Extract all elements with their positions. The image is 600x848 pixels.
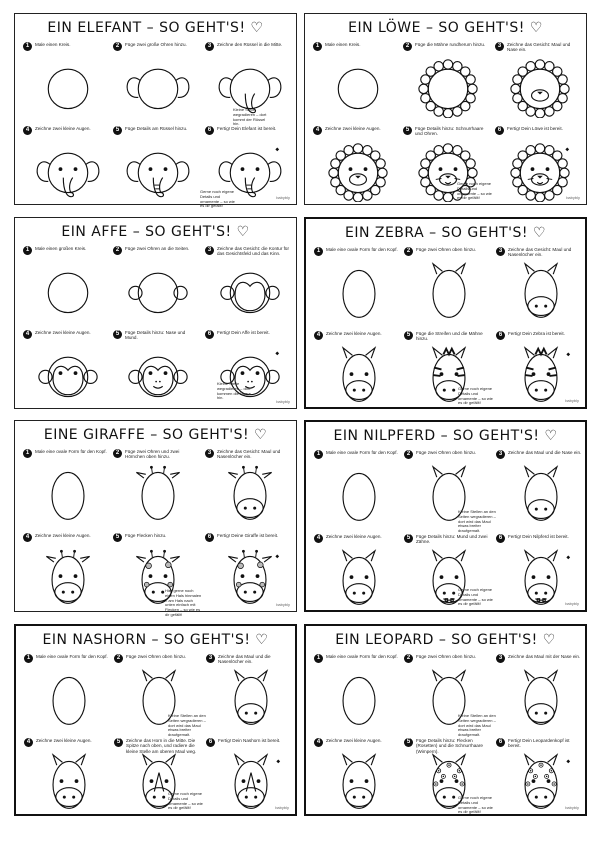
step-number: 2	[114, 654, 123, 663]
card-leopard	[304, 624, 587, 816]
step-3	[495, 42, 583, 122]
card-giraffe	[14, 420, 297, 617]
step-text: Zeichne das Horn in die Mitte. Die Spitze nach oben, und radiere die kleine Stelle am oberen Maul weg.	[126, 738, 197, 754]
step-number: 1	[24, 654, 33, 663]
step-number: 3	[205, 42, 214, 51]
leopard-drawing-step-3	[502, 668, 580, 730]
step-2	[113, 246, 201, 326]
step-2	[403, 42, 491, 122]
card-title: EINE GIRAFFE – SO GEHT'S! ♡	[43, 427, 268, 443]
step-number: 6	[496, 534, 505, 543]
step-text: Füge zwei Ohren oben hinzu.	[126, 654, 187, 659]
step-4	[314, 534, 402, 614]
step-number: 6	[205, 533, 214, 542]
zebra-drawing-step-4	[320, 345, 398, 407]
step-number: 1	[23, 246, 32, 255]
lion-drawing-step-6	[501, 140, 579, 202]
step-number: 5	[114, 738, 123, 747]
hint-note: Kleine Stelle wegradieren – dort kommen die Haare hin.	[217, 381, 251, 401]
step-text: Zeichne das Gesicht: die Kontur für das Gesichtsfeld und das Kinn.	[217, 246, 290, 257]
card-zebra	[304, 217, 587, 409]
step-3	[496, 654, 584, 734]
step-number: 2	[113, 246, 122, 255]
rhino-drawing-step-4	[30, 752, 108, 814]
brand-logo: babybly	[276, 195, 290, 200]
step-number: 4	[313, 126, 322, 135]
step-1	[313, 42, 401, 122]
step-text: Zeichne das Maul und die Nasenlöcher ein.	[218, 654, 271, 665]
step-text: Fertig! Dein Nashorn ist bereit.	[218, 738, 281, 743]
step-number: 3	[206, 654, 215, 663]
hippo-drawing-step-3	[502, 464, 580, 526]
giraffe-drawing-step-4	[29, 547, 107, 609]
step-number: 3	[495, 42, 504, 51]
step-text: Fertig! Dein Elefant ist bereit.	[217, 126, 277, 131]
step-number: 6	[495, 126, 504, 135]
elephant-drawing-step-4	[29, 140, 107, 202]
monkey-drawing-step-5	[119, 344, 197, 406]
hint-note: Gerne noch eigene Details und ornamente – so wie es dir gefällt!	[457, 181, 492, 201]
step-text: Zeichne zwei kleine Augen.	[35, 126, 91, 131]
card-title: EIN LÖWE – SO GEHT'S! ♡	[348, 20, 543, 36]
step-text: Füge die Streifen und die Mähne hinzu.	[416, 331, 483, 342]
step-number: 2	[404, 450, 413, 459]
step-number: 3	[496, 247, 505, 256]
giraffe-drawing-step-6	[211, 547, 289, 609]
step-number: 6	[496, 738, 505, 747]
step-number: 1	[313, 42, 322, 51]
step-text: Zeichne das Gesicht: Maul und Nase ein.	[507, 42, 571, 53]
step-number: 4	[23, 330, 32, 339]
step-number: 5	[113, 126, 122, 135]
step-number: 1	[314, 654, 323, 663]
hint-note: Kleine Stelle wegradieren – dort kommt der Rüssel hin.	[233, 107, 267, 127]
step-number: 1	[23, 449, 32, 458]
step-number: 3	[496, 450, 505, 459]
card-title: EIN ELEFANT – SO GEHT'S! ♡	[47, 20, 264, 36]
step-text: Füge Details am Rüssel hinzu.	[125, 126, 188, 131]
step-text: Füge zwei Ohren an die Seiten.	[125, 246, 190, 251]
step-text: Zeichne zwei kleine Augen.	[35, 533, 91, 538]
giraffe-drawing-step-1	[29, 463, 107, 525]
step-1	[23, 42, 111, 122]
step-number: 5	[404, 738, 413, 747]
step-4	[23, 533, 111, 613]
step-number: 4	[23, 533, 32, 542]
step-number: 4	[23, 126, 32, 135]
hint-note: Gerne noch eigene Details und ornamente – so wie es dir gefällt!	[168, 791, 203, 811]
step-5	[113, 126, 201, 206]
zebra-drawing-step-1	[320, 261, 398, 323]
step-text: Füge Details hinzu: Nase und Mund.	[125, 330, 186, 341]
hint-note: Hier gerne noch einen Hals hinmalen – am Hals nach unten einfach mit Flecken – so wie es dir gefällt!	[165, 588, 202, 617]
giraffe-drawing-step-3	[211, 463, 289, 525]
card-title: EIN NILPFERD – SO GEHT'S! ♡	[333, 428, 558, 444]
brand-logo: babybly	[565, 805, 579, 810]
step-text: Zeichne zwei kleine Augen.	[326, 534, 382, 539]
step-1	[314, 247, 402, 327]
step-text: Zeichne den Rüssel in die Mitte.	[217, 42, 283, 47]
brand-logo: babybly	[276, 602, 290, 607]
step-number: 3	[205, 449, 214, 458]
lion-drawing-step-3	[501, 56, 579, 118]
step-text: Füge Details hinzu: Schnurrhaare und Ohren.	[415, 126, 484, 137]
step-number: 4	[314, 331, 323, 340]
step-number: 4	[314, 738, 323, 747]
elephant-drawing-step-2	[119, 56, 197, 118]
step-text: Fertig! Dein Nilpferd ist bereit.	[508, 534, 569, 539]
step-6	[205, 533, 293, 613]
step-2	[113, 449, 201, 529]
step-number: 6	[206, 738, 215, 747]
leopard-drawing-step-1	[320, 668, 398, 730]
step-2	[113, 42, 201, 122]
step-number: 5	[403, 126, 412, 135]
step-text: Fertig! Deine Giraffe ist bereit.	[217, 533, 279, 538]
step-number: 5	[113, 533, 122, 542]
step-1	[314, 654, 402, 734]
step-4	[314, 331, 402, 411]
step-4	[313, 126, 401, 206]
hint-note: Kleine Stellen an den Seiten wegradieren – dort wird das Maul etwas breiter draufgemalt.	[168, 713, 206, 738]
card-lion	[304, 13, 587, 205]
step-1	[23, 449, 111, 529]
step-text: Füge Flecken hinzu.	[125, 533, 167, 538]
hippo-drawing-step-1	[320, 464, 398, 526]
monkey-drawing-step-4	[29, 344, 107, 406]
step-number: 5	[404, 331, 413, 340]
step-number: 2	[404, 654, 413, 663]
step-text: Fertig! Dein Löwe ist bereit.	[507, 126, 563, 131]
step-text: Füge zwei Ohren und zwei Hörnchen oben hinzu.	[125, 449, 180, 460]
brand-logo: babybly	[275, 805, 289, 810]
step-4	[23, 330, 111, 410]
step-text: Zeichne zwei kleine Augen.	[326, 738, 382, 743]
step-4	[24, 738, 112, 818]
step-text: Füge Details hinzu: Mund und zwei Zähne.	[416, 534, 488, 545]
step-text: Fertig! Dein Affe ist bereit.	[217, 330, 270, 335]
step-text: Füge zwei Ohren oben hinzu.	[416, 247, 477, 252]
hint-note: Gerne noch eigene Details und ornamente – so wie es dir gefällt!	[458, 587, 493, 607]
step-number: 2	[404, 247, 413, 256]
step-text: Male eine ovale Form für den Kopf.	[36, 654, 108, 659]
hint-note: Gerne noch eigene Details und ornamente – so wie es dir gefällt!	[200, 189, 235, 209]
step-number: 2	[113, 42, 122, 51]
step-1	[24, 654, 112, 734]
brand-logo: babybly	[566, 195, 580, 200]
step-1	[23, 246, 111, 326]
lion-drawing-step-1	[319, 56, 397, 118]
card-hippo	[304, 420, 587, 612]
hint-note: Kleine Stellen an den Seiten wegradieren – dort wird das Maul etwas breiter draufgemalt.	[458, 509, 496, 534]
step-1	[314, 450, 402, 530]
brand-logo: babybly	[565, 601, 579, 606]
step-text: Füge zwei Ohren oben hinzu.	[416, 654, 477, 659]
step-number: 6	[496, 331, 505, 340]
step-number: 5	[113, 330, 122, 339]
hippo-drawing-step-4	[320, 548, 398, 610]
monkey-drawing-step-3	[211, 260, 289, 322]
card-elephant	[14, 13, 297, 209]
leopard-drawing-step-4	[320, 752, 398, 814]
card-rhino	[14, 624, 297, 816]
step-4	[23, 126, 111, 206]
step-number: 5	[404, 534, 413, 543]
step-5	[113, 330, 201, 410]
card-title: EIN LEOPARD – SO GEHT'S! ♡	[335, 632, 556, 648]
step-text: Füge Details hinzu: Flecken (Rosetten) und die Schnurrhaare (Wimpern).	[416, 738, 483, 754]
step-text: Zeichne zwei kleine Augen.	[326, 331, 382, 336]
step-number: 6	[205, 126, 214, 135]
brand-logo: babybly	[276, 399, 290, 404]
step-number: 1	[23, 42, 32, 51]
step-number: 2	[113, 449, 122, 458]
hint-note: Kleine Stellen an den Seiten wegradieren – dort wird das Maul etwas breiter draufgemalt.	[458, 713, 496, 738]
zebra-drawing-step-3	[502, 261, 580, 323]
card-title: EIN NASHORN – SO GEHT'S! ♡	[42, 632, 269, 648]
step-3	[205, 246, 293, 326]
step-text: Male einen großen Kreis.	[35, 246, 87, 251]
card-title: EIN AFFE – SO GEHT'S! ♡	[61, 224, 250, 240]
monkey-drawing-step-1	[29, 260, 107, 322]
step-text: Füge zwei Ohren oben hinzu.	[416, 450, 477, 455]
brand-logo: babybly	[565, 398, 579, 403]
giraffe-drawing-step-2	[119, 463, 197, 525]
step-text: Zeichne das Gesicht: Maul und Nasenlöcher ein.	[508, 247, 572, 258]
step-3	[496, 450, 584, 530]
zebra-drawing-step-2	[410, 261, 488, 323]
step-text: Male einen Kreis.	[35, 42, 71, 47]
hint-note: Gerne noch eigene Details und ornamente – so wie es dir gefällt!	[458, 386, 493, 406]
rhino-drawing-step-1	[30, 668, 108, 730]
step-3	[206, 654, 294, 734]
step-number: 3	[496, 654, 505, 663]
hint-note: Gerne noch eigene Details und ornamente – so wie es dir gefällt!	[458, 795, 493, 815]
step-4	[314, 738, 402, 818]
step-text: Male einen Kreis.	[325, 42, 361, 47]
elephant-drawing-step-1	[29, 56, 107, 118]
step-number: 1	[314, 247, 323, 256]
step-text: Fertig! Dein Leopardenkopf ist bereit.	[508, 738, 570, 749]
step-text: Male eine ovale Form für den Kopf.	[326, 654, 398, 659]
step-number: 6	[205, 330, 214, 339]
step-text: Male eine ovale Form für den Kopf.	[326, 450, 398, 455]
step-2	[404, 247, 492, 327]
step-text: Fertig! Dein Zebra ist bereit.	[508, 331, 565, 336]
step-text: Füge zwei große Ohren hinzu.	[125, 42, 187, 47]
step-text: Zeichne das Maul und die Nase ein.	[508, 450, 582, 455]
step-text: Male eine ovale Form für den Kopf.	[35, 449, 107, 454]
elephant-drawing-step-5	[119, 140, 197, 202]
step-text: Zeichne das Maul mit der Nase ein.	[508, 654, 581, 659]
step-number: 4	[24, 738, 33, 747]
step-3	[205, 449, 293, 529]
step-number: 4	[314, 534, 323, 543]
step-text: Füge die Mähne rundherum hinzu.	[415, 42, 486, 47]
step-text: Zeichne zwei kleine Augen.	[325, 126, 381, 131]
step-6	[495, 126, 583, 206]
card-title: EIN ZEBRA – SO GEHT'S! ♡	[344, 225, 547, 241]
step-text: Male eine ovale Form für den Kopf.	[326, 247, 398, 252]
step-number: 1	[314, 450, 323, 459]
step-text: Zeichne zwei kleine Augen.	[36, 738, 92, 743]
rhino-drawing-step-3	[212, 668, 290, 730]
step-text: Zeichne zwei kleine Augen.	[35, 330, 91, 335]
step-text: Zeichne das Gesicht: Maul und Nasenlöcher ein.	[217, 449, 281, 460]
step-3	[496, 247, 584, 327]
monkey-drawing-step-2	[119, 260, 197, 322]
step-number: 3	[205, 246, 214, 255]
card-monkey	[14, 217, 297, 409]
step-number: 2	[403, 42, 412, 51]
lion-drawing-step-4	[319, 140, 397, 202]
lion-drawing-step-2	[409, 56, 487, 118]
